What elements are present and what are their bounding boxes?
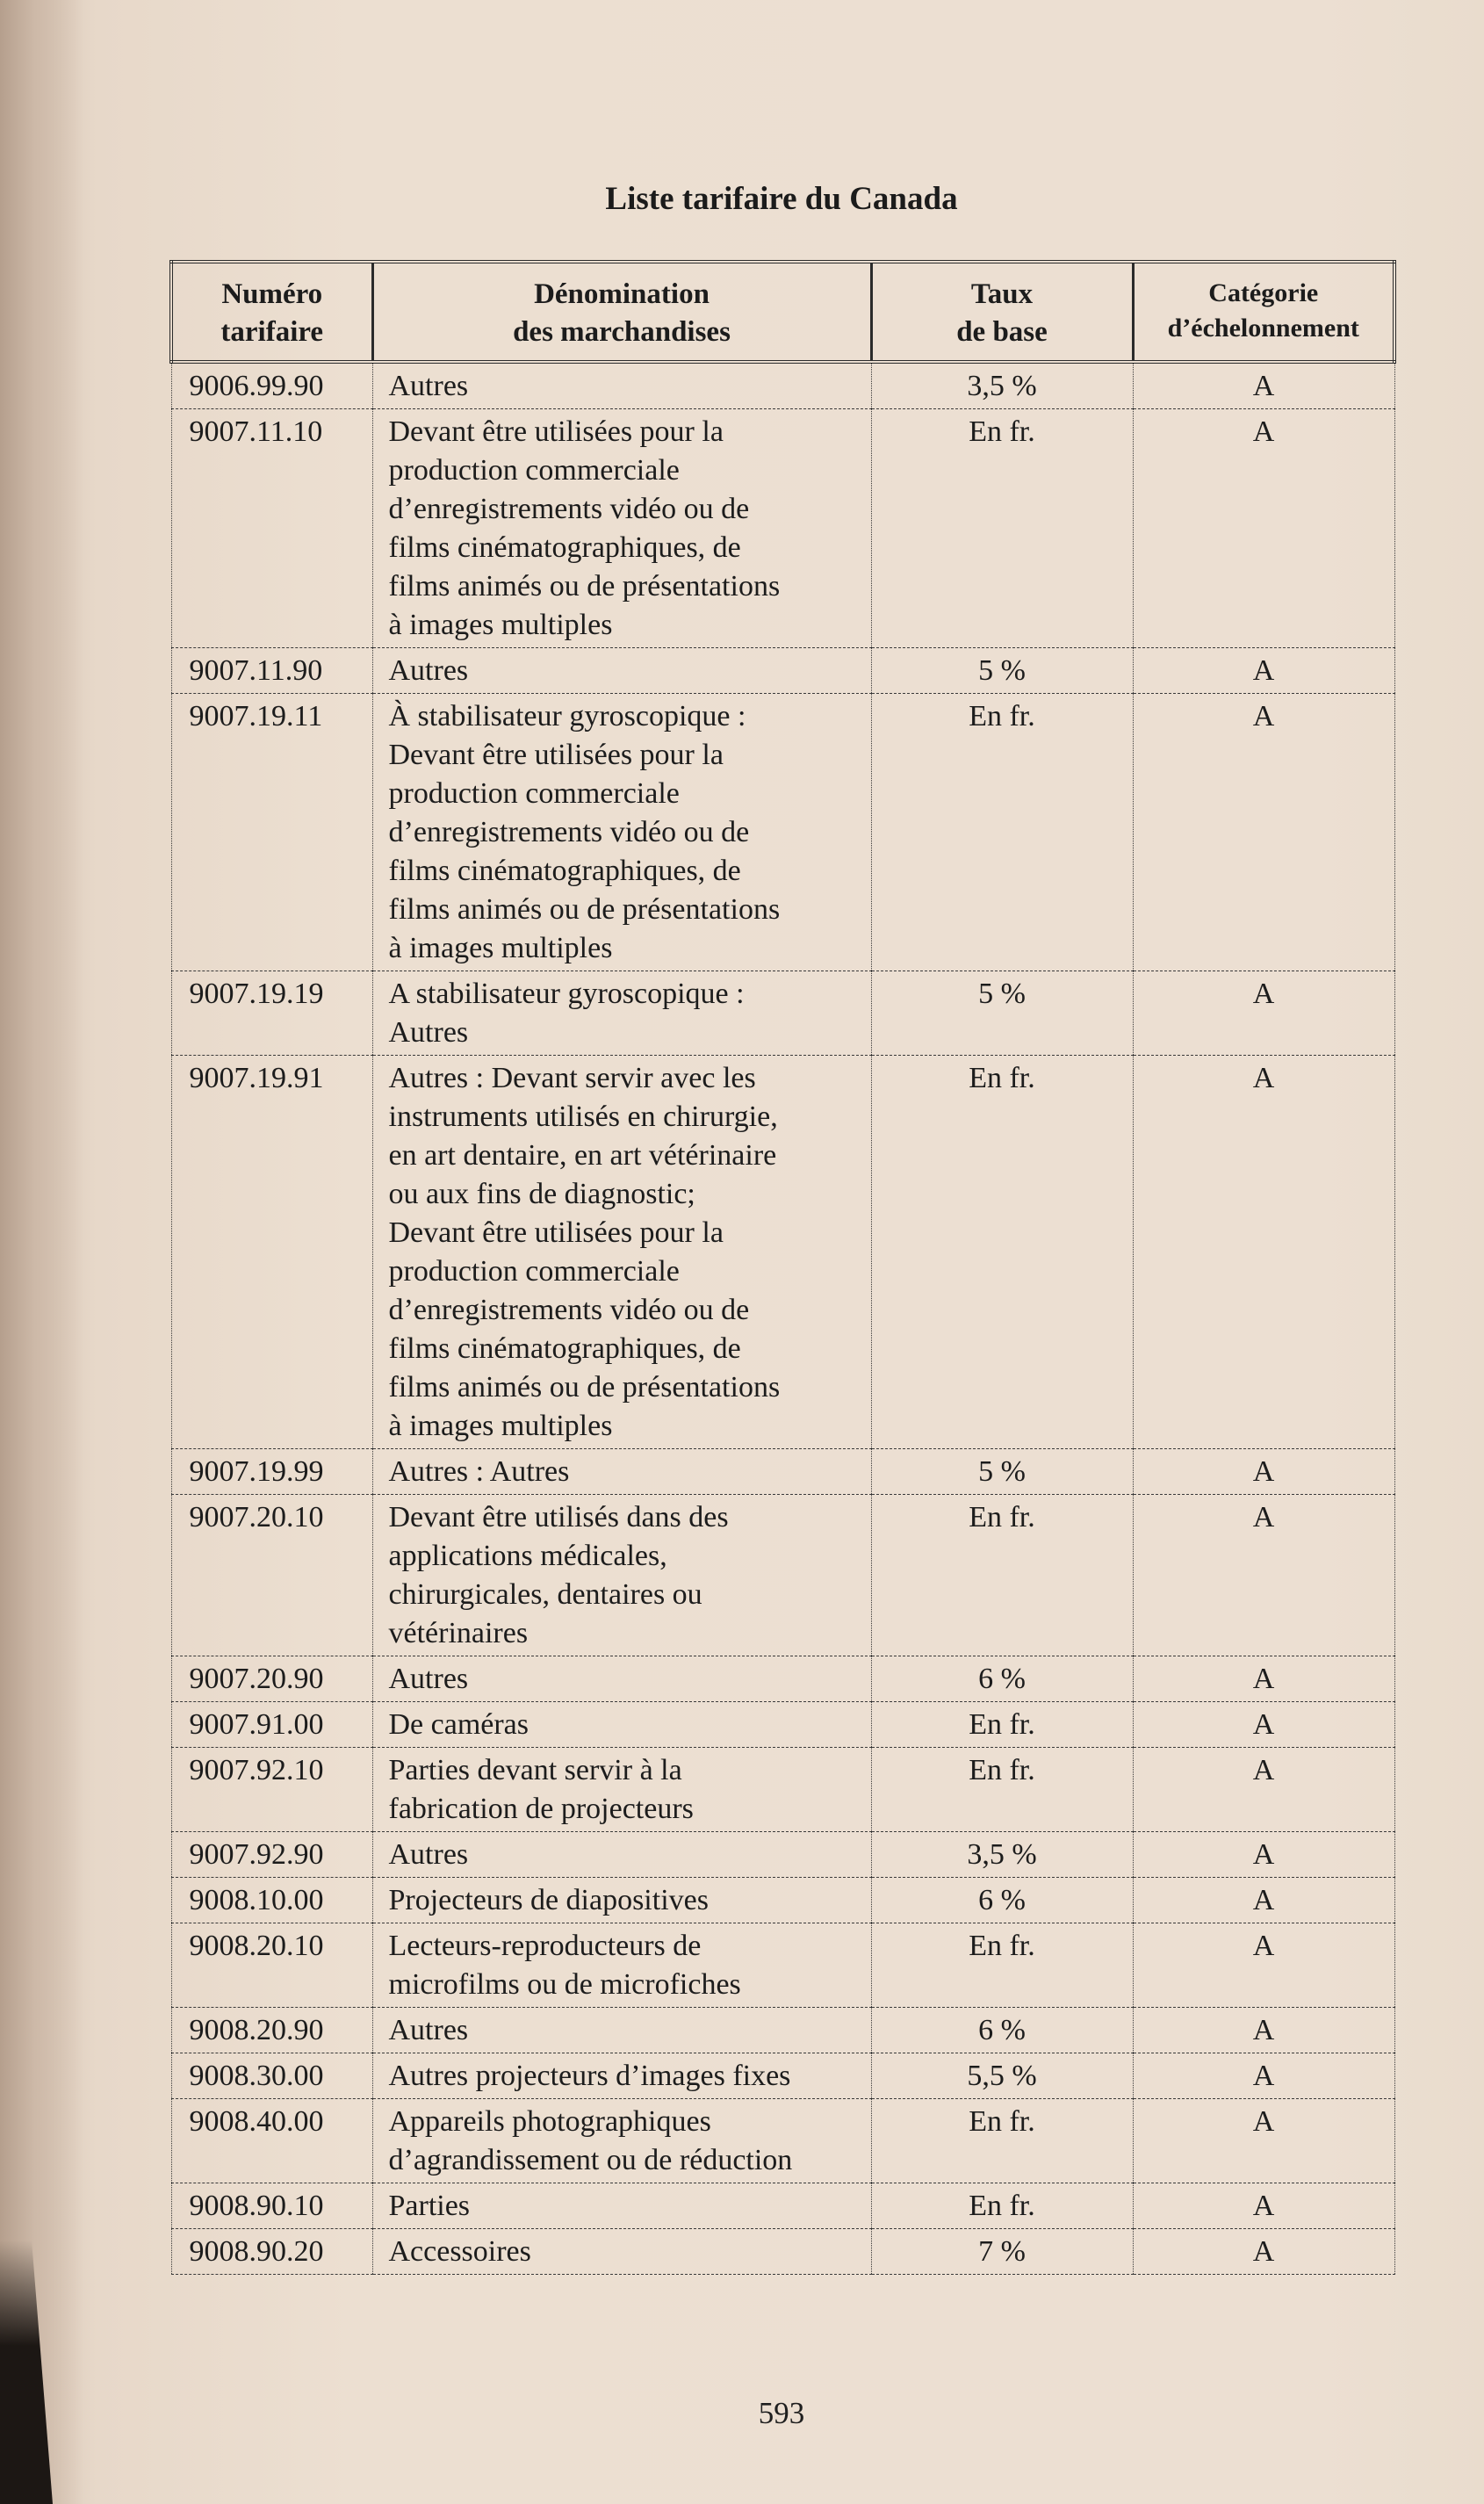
table-row [171, 1495, 1394, 1656]
base-rate: En fr. [871, 1495, 1133, 1656]
staging-category: A [1133, 971, 1394, 1056]
description-line: Devant être utilisées pour la [388, 739, 724, 771]
description-line: d’agrandissement ou de réduction [388, 2144, 793, 2176]
table-header [171, 262, 1394, 362]
tariff-number: 9008.10.00 [171, 1878, 372, 1923]
header-base-rate [871, 262, 1133, 362]
base-rate: En fr. [871, 694, 1133, 971]
table-row [171, 1449, 1394, 1495]
description-line: applications médicales, [388, 1540, 667, 1572]
description-line: Projecteurs de diapositives [388, 1884, 709, 1916]
table-body [171, 362, 1394, 2275]
goods-description [372, 1748, 871, 1832]
description-line: production commerciale [388, 1255, 680, 1288]
description-line: ou aux fins de diagnostic; [388, 1178, 695, 1210]
goods-description [372, 2229, 871, 2275]
description-line: Appareils photographiques [388, 2105, 711, 2138]
description-line: Accessoires [388, 2235, 531, 2268]
table-row [171, 1702, 1394, 1748]
base-rate: 5,5 % [871, 2053, 1133, 2099]
base-rate: 7 % [871, 2229, 1133, 2275]
goods-description [372, 1832, 871, 1878]
description-line: microfilms ou de microfiches [388, 1968, 741, 2001]
goods-description [372, 694, 871, 971]
description-line: Autres [388, 1016, 469, 1049]
tariff-number: 9007.19.91 [171, 1056, 372, 1449]
description-line: à images multiples [388, 932, 613, 964]
description-line: films cinématographiques, de [388, 531, 741, 564]
staging-category: A [1133, 1832, 1394, 1878]
staging-category: A [1133, 1449, 1394, 1495]
description-line: Lecteurs-reproducteurs de [388, 1930, 702, 1962]
tariff-number: 9007.20.10 [171, 1495, 372, 1656]
tariff-number: 9008.20.10 [171, 1923, 372, 2008]
base-rate: 5 % [871, 648, 1133, 694]
staging-category: A [1133, 1495, 1394, 1656]
description-line: Devant être utilisées pour la [388, 415, 724, 448]
header-tariff-number [171, 262, 372, 362]
staging-category: A [1133, 2099, 1394, 2183]
goods-description [372, 648, 871, 694]
description-line: Autres [388, 370, 469, 402]
description-line: vétérinaires [388, 1617, 529, 1649]
tariff-table [169, 260, 1396, 2275]
goods-description [372, 409, 871, 648]
table-row [171, 648, 1394, 694]
description-line: De caméras [388, 1708, 529, 1741]
description-line: en art dentaire, en art vétérinaire [388, 1139, 777, 1172]
description-line: Autres [388, 1838, 469, 1871]
header-line: Taux [970, 278, 1034, 310]
description-line: instruments utilisés en chirurgie, [388, 1100, 778, 1133]
base-rate: En fr. [871, 2099, 1133, 2183]
header-staging-category [1133, 262, 1394, 362]
table-row [171, 2008, 1394, 2053]
description-line: production commerciale [388, 777, 680, 810]
table-row [171, 2053, 1394, 2099]
tariff-number: 9008.40.00 [171, 2099, 372, 2183]
header-line: tarifaire [220, 316, 324, 348]
staging-category: A [1133, 694, 1394, 971]
base-rate: 5 % [871, 971, 1133, 1056]
base-rate: 6 % [871, 1656, 1133, 1702]
goods-description [372, 1056, 871, 1449]
staging-category: A [1133, 1702, 1394, 1748]
table-row [171, 1832, 1394, 1878]
goods-description [372, 1495, 871, 1656]
table-row [171, 694, 1394, 971]
goods-description [372, 1656, 871, 1702]
tariff-number: 9007.19.99 [171, 1449, 372, 1495]
base-rate: En fr. [871, 1702, 1133, 1748]
goods-description [372, 2008, 871, 2053]
table-row [171, 1923, 1394, 2008]
table-row [171, 2229, 1394, 2275]
goods-description [372, 1878, 871, 1923]
description-line: A stabilisateur gyroscopique : [388, 978, 745, 1010]
goods-description [372, 2099, 871, 2183]
tariff-number: 9007.92.10 [171, 1748, 372, 1832]
tariff-number: 9007.92.90 [171, 1832, 372, 1878]
tariff-number: 9008.30.00 [171, 2053, 372, 2099]
description-line: d’enregistrements vidéo ou de [388, 1294, 750, 1326]
base-rate: En fr. [871, 1056, 1133, 1449]
table-row [171, 409, 1394, 648]
description-line: films cinématographiques, de [388, 855, 741, 887]
header-line: d’échelonnement [1167, 314, 1359, 343]
description-line: Devant être utilisés dans des [388, 1501, 729, 1533]
tariff-number: 9008.20.90 [171, 2008, 372, 2053]
description-line: Autres [388, 2014, 469, 2046]
description-line: films animés ou de présentations [388, 893, 781, 926]
description-line: films animés ou de présentations [388, 570, 781, 603]
table-row [171, 362, 1394, 409]
header-line: des marchandises [513, 316, 731, 348]
header-description [372, 262, 871, 362]
description-line: production commerciale [388, 454, 680, 487]
description-line: Autres [388, 654, 469, 687]
book-gutter [0, 0, 83, 2504]
base-rate: En fr. [871, 409, 1133, 648]
description-line: À stabilisateur gyroscopique : [388, 700, 746, 732]
staging-category: A [1133, 409, 1394, 648]
description-line: Autres projecteurs d’images fixes [388, 2060, 791, 2092]
page-number: 593 [758, 2396, 805, 2430]
table-row [171, 1878, 1394, 1923]
tariff-number: 9008.90.10 [171, 2183, 372, 2229]
header-line: Catégorie [1208, 278, 1319, 307]
goods-description [372, 362, 871, 409]
description-line: d’enregistrements vidéo ou de [388, 816, 750, 848]
goods-description [372, 1702, 871, 1748]
description-line: Autres : Autres [388, 1455, 570, 1488]
tariff-number: 9007.19.11 [171, 694, 372, 971]
description-line: Parties devant servir à la [388, 1754, 682, 1786]
base-rate: 3,5 % [871, 1832, 1133, 1878]
goods-description [372, 2053, 871, 2099]
description-line: Devant être utilisées pour la [388, 1216, 724, 1249]
header-line: de base [956, 316, 1048, 348]
base-rate: 6 % [871, 1878, 1133, 1923]
table-row [171, 971, 1394, 1056]
description-line: fabrication de projecteurs [388, 1793, 694, 1825]
table-row [171, 1748, 1394, 1832]
goods-description [372, 1923, 871, 2008]
base-rate: En fr. [871, 1923, 1133, 2008]
staging-category: A [1133, 1878, 1394, 1923]
staging-category: A [1133, 1056, 1394, 1449]
header-line: Numéro [221, 278, 323, 310]
tariff-number: 9006.99.90 [171, 362, 372, 409]
base-rate: En fr. [871, 1748, 1133, 1832]
goods-description [372, 971, 871, 1056]
staging-category: A [1133, 648, 1394, 694]
staging-category: A [1133, 2053, 1394, 2099]
base-rate: En fr. [871, 2183, 1133, 2229]
base-rate: 5 % [871, 1449, 1133, 1495]
table-row [171, 2099, 1394, 2183]
staging-category: A [1133, 1923, 1394, 2008]
description-line: d’enregistrements vidéo ou de [388, 493, 750, 525]
base-rate: 6 % [871, 2008, 1133, 2053]
description-line: à images multiples [388, 609, 613, 641]
tariff-number: 9007.11.10 [171, 409, 372, 648]
staging-category: A [1133, 362, 1394, 409]
description-line: Autres [388, 1663, 469, 1695]
staging-category: A [1133, 2183, 1394, 2229]
description-line: films cinématographiques, de [388, 1332, 741, 1365]
tariff-number: 9007.91.00 [171, 1702, 372, 1748]
description-line: Parties [388, 2190, 471, 2222]
goods-description [372, 1449, 871, 1495]
staging-category: A [1133, 1656, 1394, 1702]
description-line: à images multiples [388, 1410, 613, 1442]
description-line: Autres : Devant servir avec les [388, 1062, 756, 1094]
page-title: Liste tarifaire du Canada [605, 181, 958, 217]
description-line: films animés ou de présentations [388, 1371, 781, 1404]
table-row [171, 1056, 1394, 1449]
tariff-number: 9008.90.20 [171, 2229, 372, 2275]
table-row [171, 1656, 1394, 1702]
staging-category: A [1133, 2008, 1394, 2053]
goods-description [372, 2183, 871, 2229]
staging-category: A [1133, 2229, 1394, 2275]
tariff-number: 9007.19.19 [171, 971, 372, 1056]
base-rate: 3,5 % [871, 362, 1133, 409]
description-line: chirurgicales, dentaires ou [388, 1578, 702, 1611]
tariff-number: 9007.20.90 [171, 1656, 372, 1702]
staging-category: A [1133, 1748, 1394, 1832]
table-row [171, 2183, 1394, 2229]
header-line: Dénomination [534, 278, 710, 310]
tariff-number: 9007.11.90 [171, 648, 372, 694]
